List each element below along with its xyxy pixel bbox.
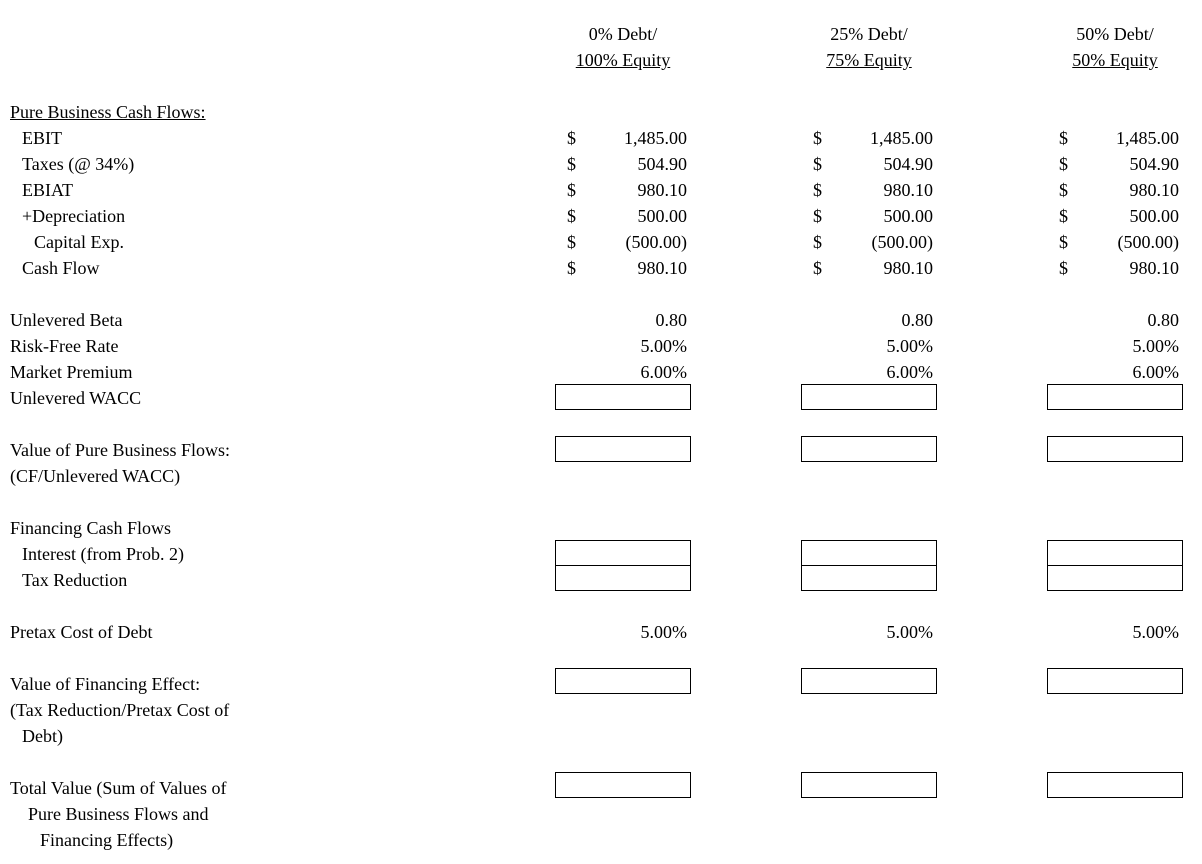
col-1-header-line1: 25% Debt/ bbox=[830, 24, 908, 44]
unlevered-wacc-input-col-0[interactable] bbox=[555, 384, 691, 410]
rate-value-col-0: 6.00% bbox=[640, 362, 687, 382]
pure-business-row-label: +Depreciation bbox=[22, 206, 126, 226]
total-value-input-col-0[interactable] bbox=[555, 772, 691, 798]
tax-reduction-input-col-2[interactable] bbox=[1047, 565, 1183, 591]
rate-row-label: Market Premium bbox=[10, 362, 133, 382]
currency-symbol: $ bbox=[813, 206, 822, 226]
pretax-cost-col-2: 5.00% bbox=[1132, 622, 1179, 642]
rate-value-col-2: 5.00% bbox=[1132, 336, 1179, 356]
pure-business-value-col-1: 1,485.00 bbox=[870, 128, 933, 148]
rate-value-col-1: 5.00% bbox=[886, 336, 933, 356]
pure-business-row-label: Cash Flow bbox=[22, 258, 100, 278]
value-pure-input-col-0[interactable] bbox=[555, 436, 691, 462]
unlevered-wacc-input-col-2[interactable] bbox=[1047, 384, 1183, 410]
value-financing-label-line1: Value of Financing Effect: bbox=[10, 674, 201, 694]
total-value-label-line3: Financing Effects) bbox=[40, 830, 174, 850]
rate-value-col-1: 0.80 bbox=[901, 310, 933, 330]
pure-business-row-label: EBIT bbox=[22, 128, 62, 148]
rate-value-col-1: 6.00% bbox=[886, 362, 933, 382]
unlevered-wacc-input-col-1[interactable] bbox=[801, 384, 937, 410]
pure-business-value-col-1: 500.00 bbox=[883, 206, 933, 226]
rate-value-col-0: 0.80 bbox=[655, 310, 687, 330]
col-0-header-line1: 0% Debt/ bbox=[588, 24, 658, 44]
pure-business-value-col-0: 504.90 bbox=[637, 154, 687, 174]
currency-symbol: $ bbox=[813, 128, 822, 148]
value-pure-input-col-1[interactable] bbox=[801, 436, 937, 462]
currency-symbol: $ bbox=[813, 232, 822, 252]
currency-symbol: $ bbox=[813, 180, 822, 200]
currency-symbol: $ bbox=[813, 154, 822, 174]
currency-symbol: $ bbox=[1059, 232, 1068, 252]
tax-reduction-input-col-1[interactable] bbox=[801, 565, 937, 591]
pure-business-value-col-0: 500.00 bbox=[637, 206, 687, 226]
pure-business-row-label: EBIAT bbox=[22, 180, 73, 200]
currency-symbol: $ bbox=[567, 180, 576, 200]
tax-reduction-label: Tax Reduction bbox=[22, 570, 128, 590]
col-1-header-line2: 75% Equity bbox=[826, 50, 912, 70]
value-pure-label-line1: Value of Pure Business Flows: bbox=[10, 440, 230, 460]
pure-business-value-col-1: 980.10 bbox=[883, 180, 933, 200]
currency-symbol: $ bbox=[567, 128, 576, 148]
rate-value-col-0: 5.00% bbox=[640, 336, 687, 356]
value-financing-input-col-0[interactable] bbox=[555, 668, 691, 694]
value-financing-input-col-2[interactable] bbox=[1047, 668, 1183, 694]
total-value-input-col-2[interactable] bbox=[1047, 772, 1183, 798]
rate-value-col-2: 6.00% bbox=[1132, 362, 1179, 382]
rate-row-label: Unlevered Beta bbox=[10, 310, 123, 330]
interest-input-col-0[interactable] bbox=[555, 540, 691, 566]
pure-business-value-col-0: (500.00) bbox=[625, 232, 687, 252]
currency-symbol: $ bbox=[813, 258, 822, 278]
pure-business-value-col-2: 980.10 bbox=[1129, 180, 1179, 200]
currency-symbol: $ bbox=[1059, 258, 1068, 278]
tax-reduction-input-col-0[interactable] bbox=[555, 565, 691, 591]
interest-input-col-2[interactable] bbox=[1047, 540, 1183, 566]
value-pure-label-line2: (CF/Unlevered WACC) bbox=[10, 466, 181, 486]
pretax-cost-col-1: 5.00% bbox=[886, 622, 933, 642]
pure-business-value-col-1: 504.90 bbox=[883, 154, 933, 174]
currency-symbol: $ bbox=[567, 154, 576, 174]
col-2-header-line2: 50% Equity bbox=[1072, 50, 1158, 70]
rate-value-col-2: 0.80 bbox=[1147, 310, 1179, 330]
pretax-cost-label: Pretax Cost of Debt bbox=[10, 622, 153, 642]
pure-business-row-label: Taxes (@ 34%) bbox=[22, 154, 135, 174]
pure-business-row-label: Capital Exp. bbox=[34, 232, 124, 252]
pure-business-value-col-2: (500.00) bbox=[1117, 232, 1179, 252]
interest-input-col-1[interactable] bbox=[801, 540, 937, 566]
pure-business-value-col-2: 504.90 bbox=[1129, 154, 1179, 174]
financing-header: Financing Cash Flows bbox=[10, 518, 172, 538]
pure-business-value-col-2: 1,485.00 bbox=[1116, 128, 1179, 148]
value-financing-label-line3: Debt) bbox=[22, 726, 63, 746]
pure-business-value-col-2: 500.00 bbox=[1129, 206, 1179, 226]
pure-business-header: Pure Business Cash Flows: bbox=[10, 102, 206, 122]
pure-business-value-col-0: 1,485.00 bbox=[624, 128, 687, 148]
pure-business-value-col-2: 980.10 bbox=[1129, 258, 1179, 278]
currency-symbol: $ bbox=[1059, 154, 1068, 174]
total-value-label-line2: Pure Business Flows and bbox=[28, 804, 209, 824]
total-value-label-line1: Total Value (Sum of Values of bbox=[10, 778, 227, 798]
currency-symbol: $ bbox=[567, 258, 576, 278]
total-value-input-col-1[interactable] bbox=[801, 772, 937, 798]
pure-business-value-col-1: (500.00) bbox=[871, 232, 933, 252]
col-2-header-line1: 50% Debt/ bbox=[1076, 24, 1154, 44]
value-financing-input-col-1[interactable] bbox=[801, 668, 937, 694]
pure-business-value-col-1: 980.10 bbox=[883, 258, 933, 278]
currency-symbol: $ bbox=[1059, 128, 1068, 148]
pretax-cost-col-0: 5.00% bbox=[640, 622, 687, 642]
currency-symbol: $ bbox=[1059, 180, 1068, 200]
currency-symbol: $ bbox=[567, 232, 576, 252]
unlevered-wacc-label: Unlevered WACC bbox=[10, 388, 142, 408]
currency-symbol: $ bbox=[567, 206, 576, 226]
value-pure-input-col-2[interactable] bbox=[1047, 436, 1183, 462]
value-financing-label-line2: (Tax Reduction/Pretax Cost of bbox=[10, 700, 230, 720]
interest-label: Interest (from Prob. 2) bbox=[22, 544, 184, 564]
pure-business-value-col-0: 980.10 bbox=[637, 258, 687, 278]
currency-symbol: $ bbox=[1059, 206, 1068, 226]
rate-row-label: Risk-Free Rate bbox=[10, 336, 119, 356]
pure-business-value-col-0: 980.10 bbox=[637, 180, 687, 200]
col-0-header-line2: 100% Equity bbox=[575, 50, 671, 70]
